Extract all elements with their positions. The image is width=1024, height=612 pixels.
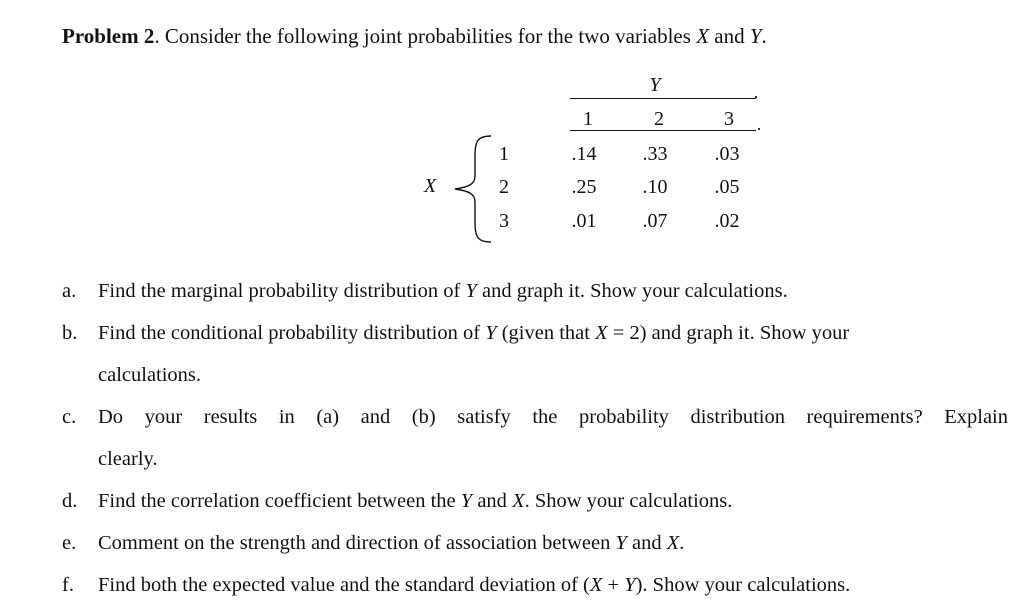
question-c-text: Do your results in (a) and (b) satisfy the probability distribution requirements? Explain bbox=[98, 406, 1008, 428]
question-e-part-2: and bbox=[626, 532, 667, 554]
question-f-var-x: X bbox=[589, 574, 603, 596]
y-value-3: 3 bbox=[724, 108, 734, 130]
question-f-text bbox=[98, 574, 850, 597]
question-f-var-y: Y bbox=[624, 574, 636, 596]
question-b-letter: b. bbox=[62, 322, 78, 344]
cell-r1-c1: .14 bbox=[571, 143, 597, 165]
cell-r1-c3: .03 bbox=[714, 143, 740, 165]
question-f-part-3: ). Show your calculations. bbox=[635, 574, 851, 596]
table-header-rule bbox=[570, 130, 756, 131]
heading-period: . bbox=[761, 24, 767, 48]
y-value-1: 1 bbox=[583, 108, 593, 130]
question-f-letter: f. bbox=[62, 574, 74, 596]
x-value-2: 2 bbox=[499, 176, 509, 198]
question-a-var-y: Y bbox=[465, 280, 477, 302]
question-a-letter: a. bbox=[62, 280, 77, 302]
table-x-label: X bbox=[424, 175, 437, 197]
cell-r2-c1: .25 bbox=[571, 176, 597, 198]
table-dot-1 bbox=[755, 96, 757, 98]
cell-r2-c3: .05 bbox=[714, 176, 740, 198]
cell-r2-c2: .10 bbox=[642, 176, 668, 198]
x-value-3: 3 bbox=[499, 210, 509, 232]
question-a-part-2: and graph it. Show your calculations. bbox=[476, 280, 788, 302]
question-c-continuation: clearly. bbox=[98, 448, 158, 470]
question-b-part-3: = 2) and graph it. Show your bbox=[607, 322, 850, 344]
problem-number: Problem 2 bbox=[62, 24, 155, 48]
y-value-2: 2 bbox=[654, 108, 664, 130]
heading-var-x: X bbox=[696, 24, 710, 48]
question-e-var-x: X bbox=[666, 532, 680, 554]
cell-r3-c3: .02 bbox=[714, 210, 740, 232]
problem-heading bbox=[62, 24, 767, 49]
question-e-var-y: Y bbox=[615, 532, 627, 554]
question-a-text bbox=[98, 280, 788, 303]
question-d-part-2: and bbox=[472, 490, 513, 512]
heading-var-y: Y bbox=[749, 24, 762, 48]
question-f-part-2: + bbox=[602, 574, 625, 596]
question-e-text bbox=[98, 532, 684, 555]
question-e-part-3: . bbox=[679, 532, 685, 554]
question-d-part-3: . Show your calculations. bbox=[524, 490, 733, 512]
question-d-text bbox=[98, 490, 732, 513]
question-d-var-y: Y bbox=[460, 490, 473, 512]
question-e-letter: e. bbox=[62, 532, 77, 554]
question-b-text bbox=[98, 322, 849, 345]
question-e-part-1: Comment on the strength and direction of association between bbox=[98, 532, 616, 554]
question-b-continuation: calculations. bbox=[98, 364, 202, 386]
question-b-part-2: (given that bbox=[496, 322, 596, 344]
x-value-1: 1 bbox=[499, 143, 509, 165]
question-b-part-1: Find the conditional probability distribution of bbox=[98, 322, 486, 344]
question-d-letter: d. bbox=[62, 490, 78, 512]
cell-r3-c2: .07 bbox=[642, 210, 668, 232]
cell-r1-c2: .33 bbox=[642, 143, 668, 165]
question-f-part-1: Find both the expected value and the standard deviation of ( bbox=[98, 574, 590, 596]
table-top-rule bbox=[570, 98, 756, 99]
question-c-letter: c. bbox=[62, 406, 77, 428]
heading-text-and: and bbox=[709, 24, 750, 48]
question-a-part-1: Find the marginal probability distribution of bbox=[98, 280, 466, 302]
question-b-var-x: X bbox=[595, 322, 608, 344]
curly-brace-icon bbox=[447, 132, 497, 246]
cell-r3-c1: .01 bbox=[571, 210, 597, 232]
question-b-var-y: Y bbox=[485, 322, 497, 344]
heading-text: . Consider the following joint probabilities for the two variables bbox=[154, 24, 697, 48]
question-d-part-1: Find the correlation coefficient between the bbox=[98, 490, 461, 512]
table-dot-2 bbox=[758, 128, 760, 130]
question-d-var-x: X bbox=[512, 490, 525, 512]
table-y-label: Y bbox=[649, 74, 661, 96]
